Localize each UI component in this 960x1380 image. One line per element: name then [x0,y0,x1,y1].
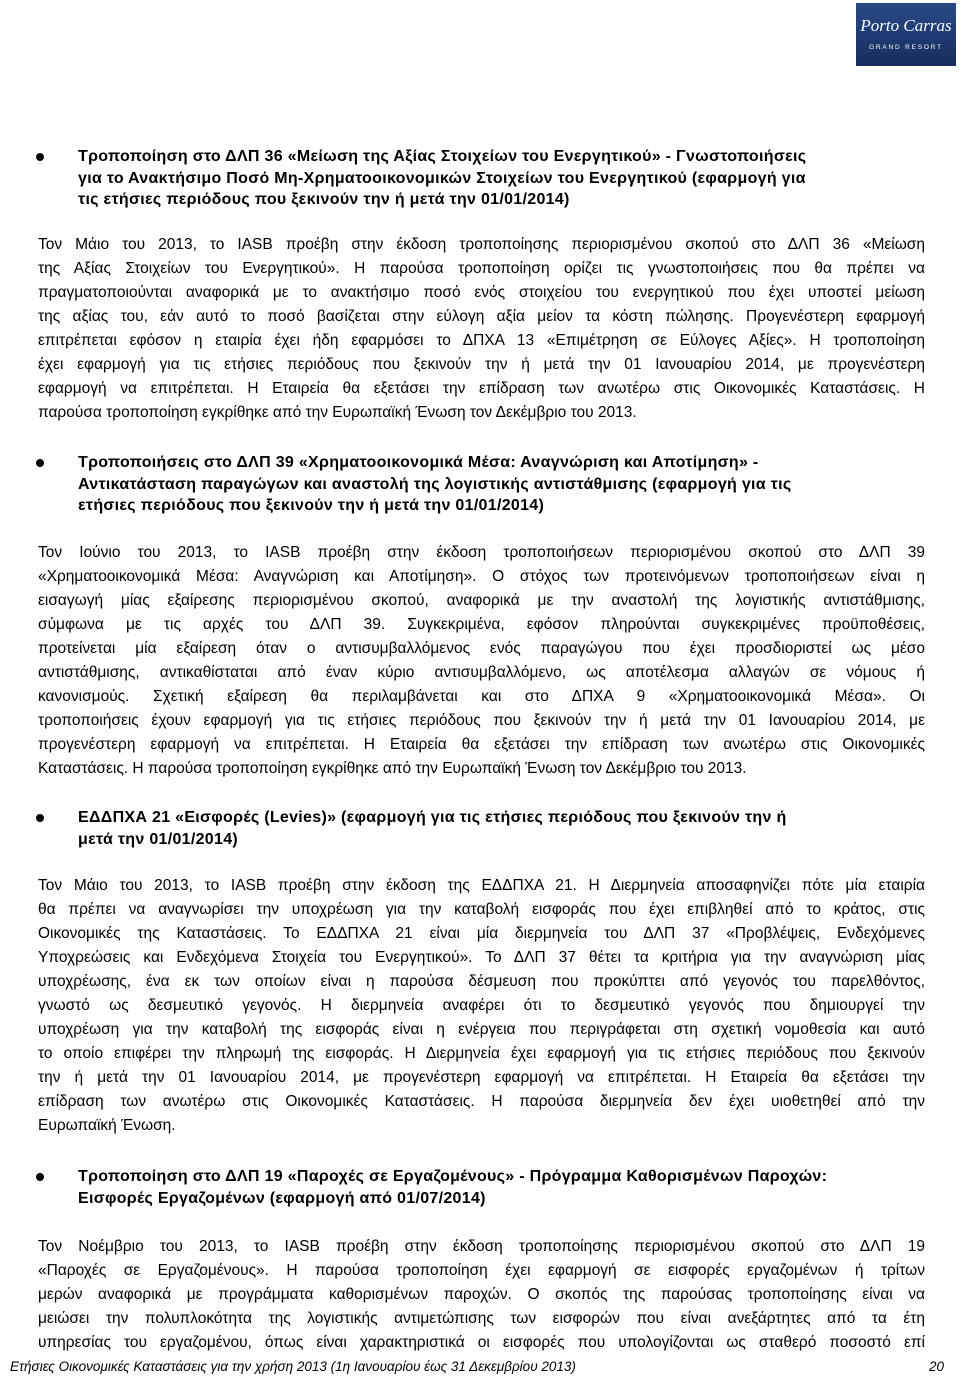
body-line: της Αξίας Στοιχείων του Ενεργητικού». Η παρούσα τροποποίηση ορίζει τις γνωστοποιήσεις που θα πρέπει να [38,260,925,277]
body-line: Καταστάσεις. Η παρούσα τροποποίηση εγκρίθηκε από την Ευρωπαϊκή Ένωση τον Δεκέμβριο του 2013. [38,760,747,777]
heading-line: Τροποποίηση στο ΔΛΠ 19 «Παροχές σε Εργαζομένους» - Πρόγραμμα Καθορισμένων Παροχών: [78,1168,828,1185]
body-line: Τον Ιούνιο του 2013, το IASB προέβη στην έκδοση τροποποιήσεων περιορισμένου σκοπού στο ΔΛΠ 39 [38,544,925,561]
body-line: επιτρέπεται εφόσον η εταιρία έχει ήδη εφαρμόσει το ΔΠΧΑ 13 «Επιμέτρηση σε Εύλογες Αξίες». Η τροποποίηση [38,332,925,349]
heading-line: για το Ανακτήσιμο Ποσό Μη-Χρηματοοικονομικών Στοιχείων του Ενεργητικού (εφαρμογή για [78,169,806,187]
body-line: Τον Μάιο του 2013, το IASB προέβη στην έκδοση τροποποίησης περιορισμένου σκοπού στο ΔΛΠ 36 «Μείωση [38,236,925,253]
body-line: παρούσα τροποποίηση εγκρίθηκε από την Ευρωπαϊκή Ένωση τον Δεκέμβριο του 2013. [38,404,637,421]
body-line: το οποίο επιφέρει την πληρωμή της εισφοράς. Η Διερμηνεία έχει εφαρμογή για τις ετήσιες περιόδους που ξεκινούν [38,1045,925,1062]
body-line: γνωστό ως δεσμευτικό γεγονός. Η διερμηνεία αναφέρει ότι το δεσμευτικό γεγονός που δημιουργεί την [38,997,925,1014]
body-line: «Παροχές σε Εργαζομένους». Η παρούσα τροποποίηση έχει εφαρμογή σε εισφορές εργαζομένων ή τρίτων [38,1262,925,1279]
section-body [38,541,925,781]
body-line: την ή μετά την 01 Ιανουαρίου 2014, με προγενέστερη εφαρμογή να επιτρέπεται. Η Εταιρεία θα εξετάσει την [38,1069,925,1086]
body-line: μειώσει την πολυπλοκότητα της λογιστικής αντιμετώπισης των εισφορών που είναι ανεξάρτητες από τα έτη [38,1310,925,1327]
body-line: εφαρμογή να επιτρέπεται. Η Εταιρεία θα εξετάσει την επίδραση των ανωτέρω στις Οικονομικές Καταστάσεις. Η [38,380,925,397]
body-line: κανονισμούς. Σχετική εξαίρεση θα περιλαμβάνεται και στο ΔΠΧΑ 9 «Χρηματοοικονομικά Μέσα». Οι [38,688,925,705]
section-body [38,233,925,425]
body-line: «Χρηματοοικονομικά Μέσα: Αναγνώριση και Αποτίμηση». Ο στόχος των προτεινόμενων τροποποιήσεων είναι η [38,568,925,585]
body-line: αντιστάθμισης, αντικαθίσταται από έναν κύριο αντισυμβαλλόμενο, ως αποτέλεσμα αλλαγών σε νόμους ή [38,664,925,681]
bullet-icon [36,459,44,467]
body-line: υποχρέωση για την καταβολή της εισφοράς είναι η ενέργεια που περιγράφεται στη σχετική νομοθεσία και αυτό [38,1021,925,1038]
bullet-icon [36,1173,44,1181]
heading-line: τις ετήσιες περιόδους που ξεκινούν την ή μετά την 01/01/2014) [78,191,570,208]
body-line: Ευρωπαϊκή Ένωση. [38,1117,176,1134]
section-body [38,874,925,1138]
porto-carras-logo [856,3,956,66]
body-line: τροποποιήσεις έχουν εφαρμογή για τις ετήσιες περιόδους που ξεκινούν την ή μετά την 01 Ιανουαρίου 2014, με [38,712,925,729]
body-line: Υποχρεώσεις και Ενδεχόμενα Στοιχεία του Ενεργητικού». Το ΔΛΠ 37 θέτει τα κριτήρια για την αναγνώριση μίας [38,949,925,966]
body-line: προγενέστερη εφαρμογή να επιτρέπεται. Η Εταιρεία θα εξετάσει την επίδραση των ανωτέρω στις Οικονομικές [38,736,925,753]
heading-line: Αντικατάσταση παραγώγων και αναστολή της λογιστικής αντιστάθμισης (εφαρμογή για τις [78,475,792,493]
section-heading [78,1166,827,1209]
heading-line: μετά την 01/01/2014) [78,830,239,848]
body-line: υπηρεσίας του εργαζομένου, όπως είναι χαρακτηριστικά οι εισφορές που υπολογίζονται ως σταθερό ποσοστό επί [38,1334,925,1351]
body-line: προτείνεται μία εξαίρεση όταν ο αντισυμβαλλόμενος ενός παραγώγου που έχει προσδιοριστεί ως μέσο [38,640,925,657]
body-line: υποχρέωσης, ένα εκ των οποίων είναι η παρούσα δέσμευση που προκύπτει από γεγονός του παρελθόντος, [38,973,925,990]
bullet-icon [36,153,44,161]
logo-tagline: GRAND RESORT [869,44,943,51]
body-line: σύμφωνα με τις αρχές του ΔΛΠ 39. Συγκεκριμένα, εφόσον πληρούνται συγκεκριμένες προϋποθέσεις, [38,616,925,633]
body-line: πραγματοποιούνται αναφορικά με το ανακτήσιμο ποσό ενός στοιχείου του ενεργητικού που έχει υποστεί μείωση [38,284,925,301]
section-heading [78,807,787,850]
footer-title: Ετήσιες Οικονομικές Καταστάσεις για την χρήση 2013 (1η Ιανουαρίου έως 31 Δεκεμβρίου 2013) [10,1359,576,1374]
body-line: θα πρέπει να αναγνωρίσει την υποχρέωση για την καταβολή εισφοράς που έχει επιβληθεί από το κράτος, στις [38,901,925,918]
body-line: επίδραση των ανωτέρω στις Οικονομικές Καταστάσεις. Η παρούσα διερμηνεία δεν έχει υιοθετηθεί από την [38,1093,925,1110]
heading-line: ΕΔΔΠΧΑ 21 «Εισφορές (Levies)» (εφαρμογή για τις ετήσιες περιόδους που ξεκινούν την ή [78,809,787,826]
heading-line: Τροποποίηση στο ΔΛΠ 36 «Μείωση της Αξίας Στοιχείων του Ενεργητικού» - Γνωστοποιήσεις [78,148,807,165]
section-heading [78,452,791,517]
body-line: εισαγωγή μίας εξαίρεσης περιορισμένου σκοπού, αναφορικά με την αναστολή της λογιστικής αντιστάθμισης, [38,592,925,609]
logo-wordmark: Porto Carras [860,16,952,35]
body-line: έχει εφαρμογή για τις ετήσιες περιόδους που ξεκινούν την ή μετά την 01 Ιανουαρίου 2014, με προγενέστερη [38,356,925,373]
body-line: Τον Νοέμβριο του 2013, το IASB προέβη στην έκδοση τροποποίησης περιορισμένου σκοπού στο ΔΛΠ 19 [38,1238,925,1255]
body-line: της αξίας του, εάν αυτό το ποσό βασίζεται στην εύλογη αξία μείον τα κόστη πώλησης. Προγενέστερη εφαρμογή [38,308,925,325]
section-heading [78,146,806,211]
body-line: μερών αναφορικά με προγράμματα καθορισμένων παροχών. Ο σκοπός της παρούσας τροποποίησης είναι να [38,1286,925,1303]
heading-line: ετήσιες περιόδους που ξεκινούν την ή μετά την 01/01/2014) [78,497,545,514]
body-line: Οικονομικές της Καταστάσεις. Το ΕΔΔΠΧΑ 21 είναι μία διερμηνεία του ΔΛΠ 37 «Προβλέψεις, Ενδεχόμενες [38,925,925,942]
body-line: Τον Μάιο του 2013, το IASB προέβη στην έκδοση της ΕΔΔΠΧΑ 21. Η Διερμηνεία αποσαφηνίζει πότε μία εταιρία [38,877,925,894]
page-number: 20 [928,1359,944,1374]
section-body [38,1235,925,1355]
bullet-icon [36,814,44,822]
heading-line: Εισφορές Εργαζομένων (εφαρμογή από 01/07/2014) [78,1189,486,1207]
heading-line: Τροποποιήσεις στο ΔΛΠ 39 «Χρηματοοικονομικά Μέσα: Αναγνώριση και Αποτίμηση» - [78,454,759,471]
